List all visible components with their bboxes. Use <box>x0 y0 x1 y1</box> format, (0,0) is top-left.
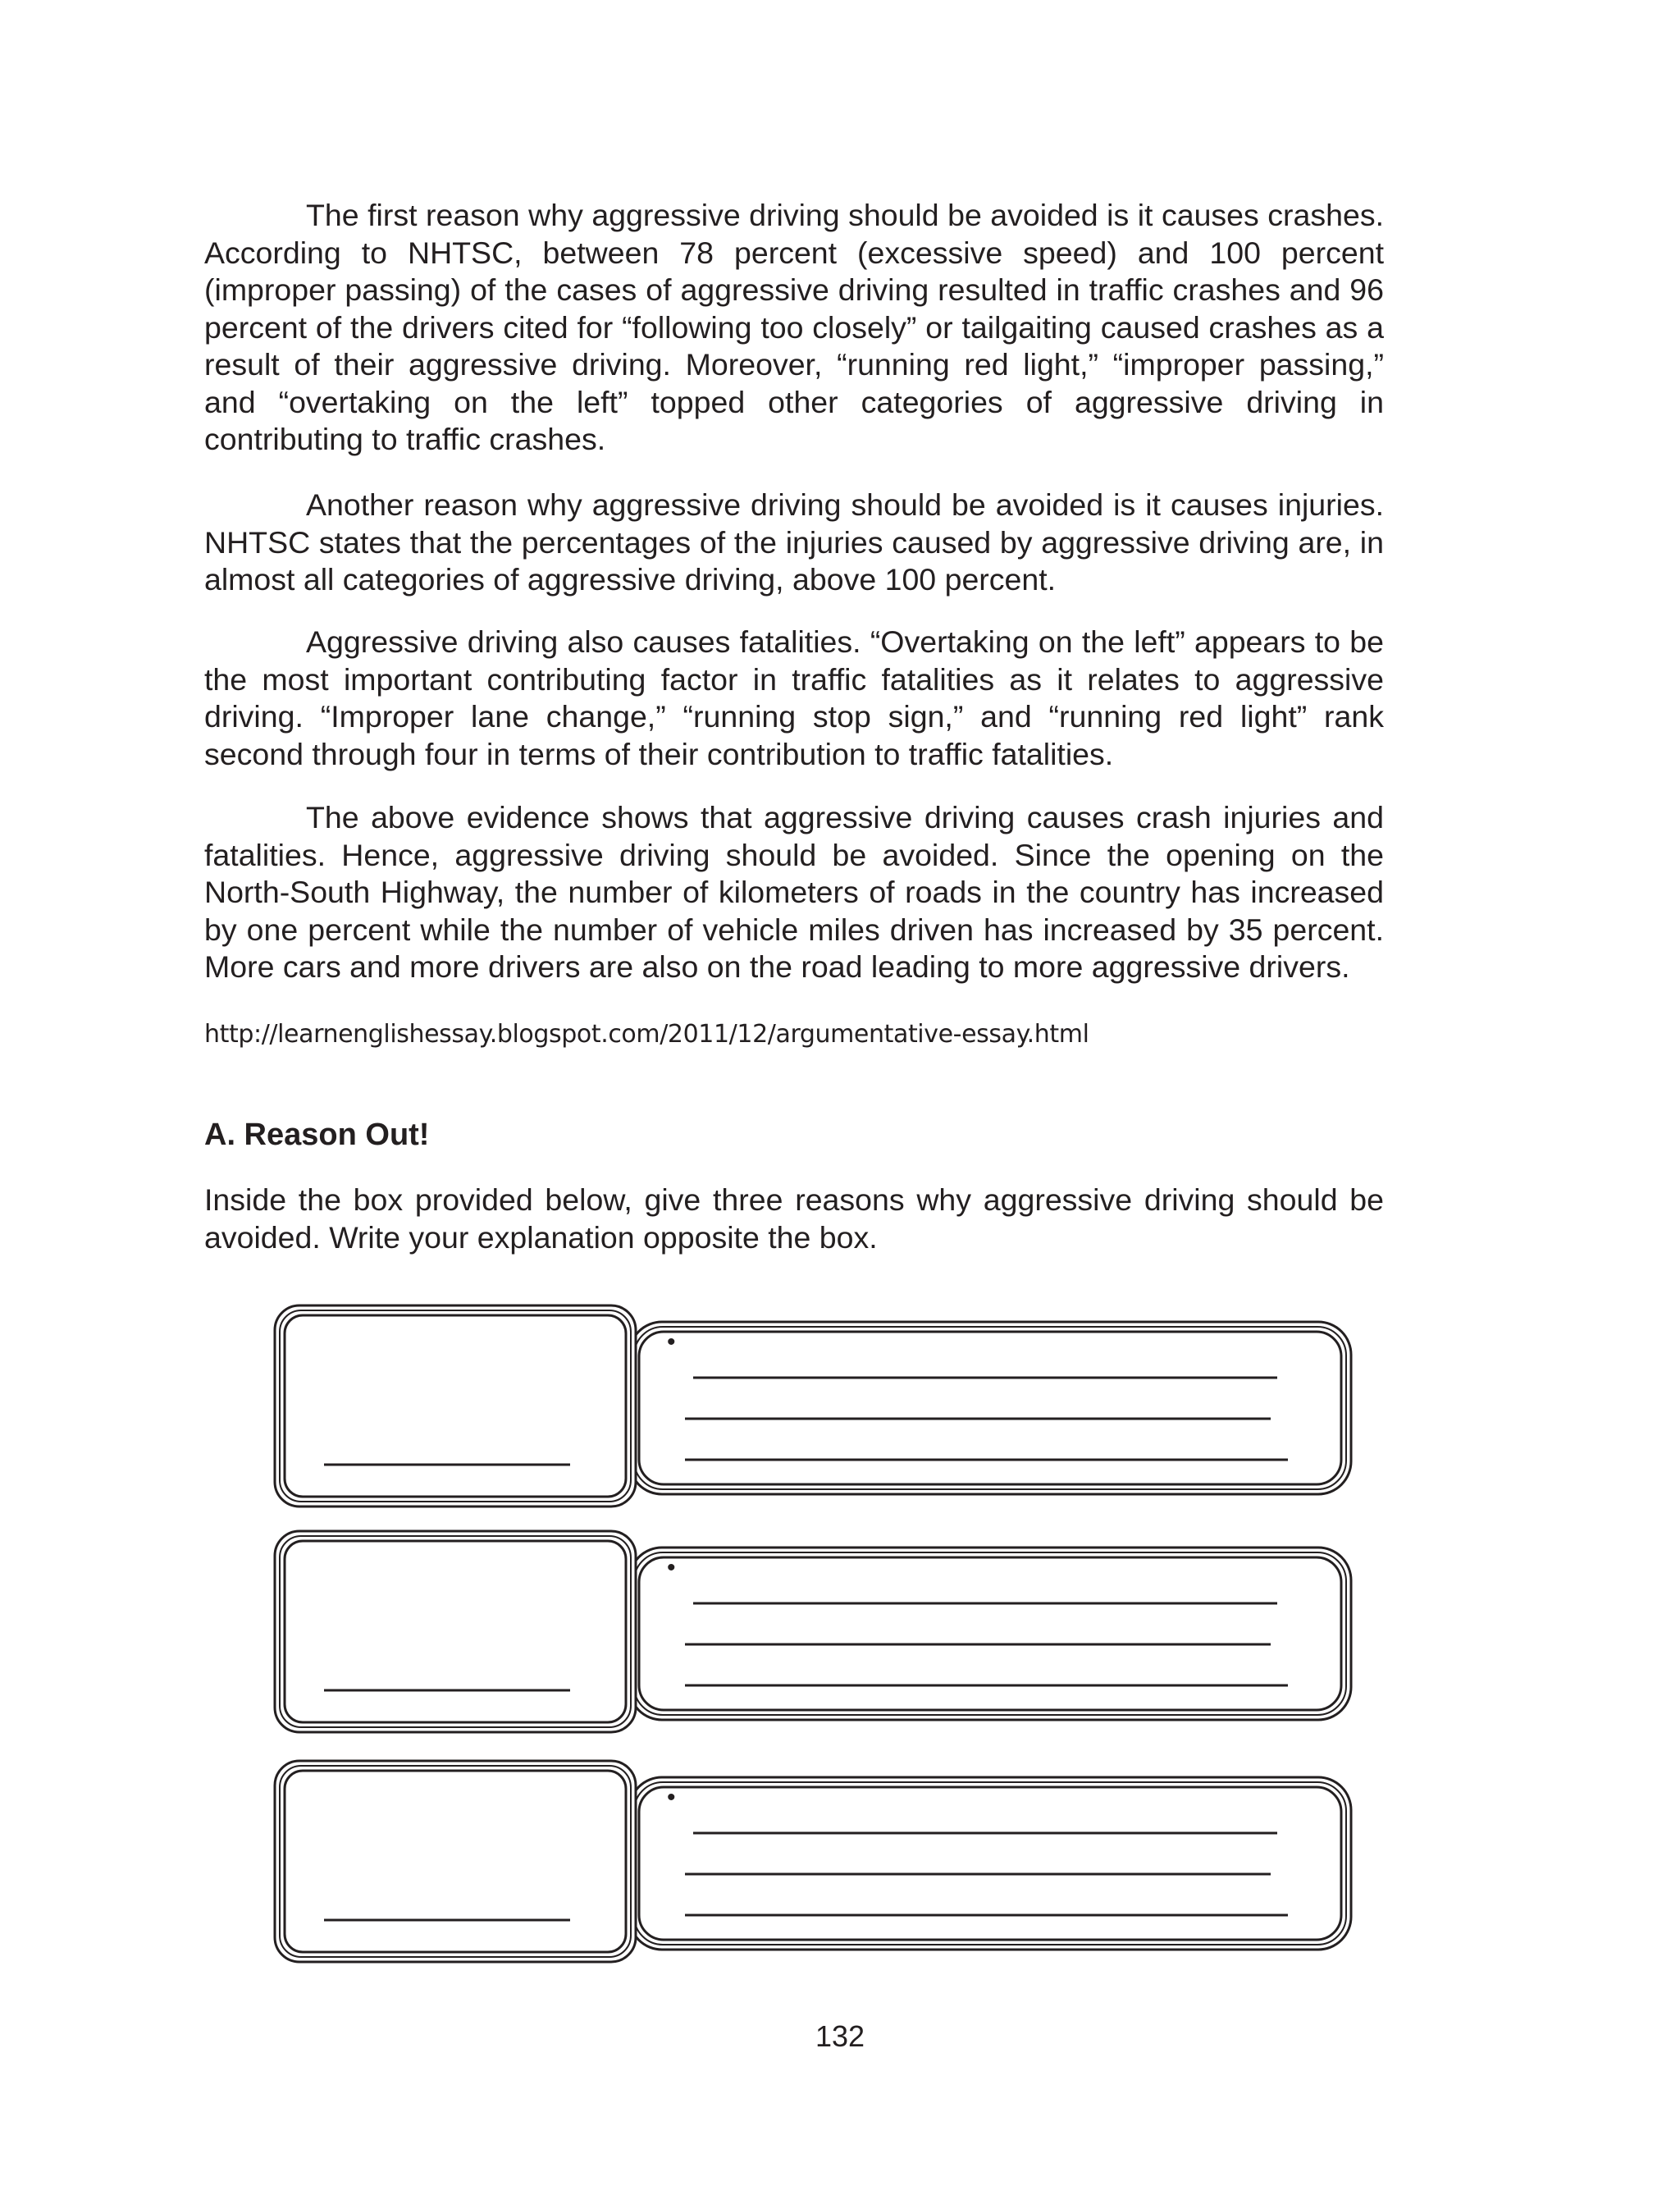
bullet-icon: • <box>667 1328 676 1356</box>
reason-1-field[interactable] <box>324 1407 565 1442</box>
paragraph-fatalities: Aggressive driving also causes fatalities. “Overtaking on the left” appears to be the most important contributing factor in traffic fatalities as it relates to aggressive driving. “Improper lane change,” “running stop sign,” and “running red light” rank second through four in terms of their contribution to traffic fatalities. <box>204 624 1384 771</box>
explanation-2-line-2-field[interactable] <box>685 1600 1279 1634</box>
worksheet-row <box>275 1756 1366 1965</box>
explanation-3-line-3-field[interactable] <box>685 1871 1291 1905</box>
explanation-2-line-1-field[interactable] <box>693 1559 1287 1593</box>
explanation-3-line-1-field[interactable] <box>693 1789 1287 1823</box>
explanation-2-line-3-field[interactable] <box>685 1641 1291 1676</box>
section-heading: A. Reason Out! <box>204 1118 430 1152</box>
source-url: http://learnenglishessay.blogspot.com/2011/12/argumentative-essay.html <box>204 1020 1089 1049</box>
explanation-1-line-1-field[interactable] <box>693 1333 1287 1368</box>
page-number: 132 <box>815 2019 865 2053</box>
bullet-icon: • <box>667 1554 676 1581</box>
bullet-icon: • <box>667 1784 676 1811</box>
worksheet-row <box>275 1526 1366 1735</box>
paragraph-crashes: The first reason why aggressive driving should be avoided is it causes crashes. According to NHTSC, between 78 percent (excessive speed) and 100 percent (improper passing) of the cases of aggressive driving resulted in traffic crashes and 96 percent of the drivers cited for “following too closely” or tailgaiting caused crashes as a result of their aggressive driving. Moreover, “running red light,” “improper passing,” and “overtaking on the left” topped other categories of aggressive driving in contributing to traffic crashes. <box>204 198 1384 456</box>
reason-2-field[interactable] <box>324 1633 565 1667</box>
explanation-1-line-2-field[interactable] <box>685 1374 1279 1409</box>
worksheet-row <box>275 1301 1366 1510</box>
paragraph-conclusion: The above evidence shows that aggressive driving causes crash injuries and fatalities. Hence, aggressive driving should be avoided. Since the opening on the North-South Highway, the number of kilometers of roads in the country has increased by one percent while the number of vehicle miles driven has increased by 35 percent. More cars and more drivers are also on the road leading to more aggressive drivers. <box>204 800 1384 984</box>
explanation-1-line-3-field[interactable] <box>685 1415 1291 1450</box>
paragraph-injuries: Another reason why aggressive driving should be avoided is it causes injuries. NHTSC states that the percentages of the injuries caused by aggressive driving are, in almost all categories of aggressive driving, above 100 percent. <box>204 487 1384 597</box>
reason-3-field[interactable] <box>324 1863 565 1897</box>
explanation-3-line-2-field[interactable] <box>685 1830 1279 1864</box>
activity-instructions: Inside the box provided below, give three reasons why aggressive driving should be avoided. Write your explanation opposite the box. <box>204 1182 1384 1255</box>
